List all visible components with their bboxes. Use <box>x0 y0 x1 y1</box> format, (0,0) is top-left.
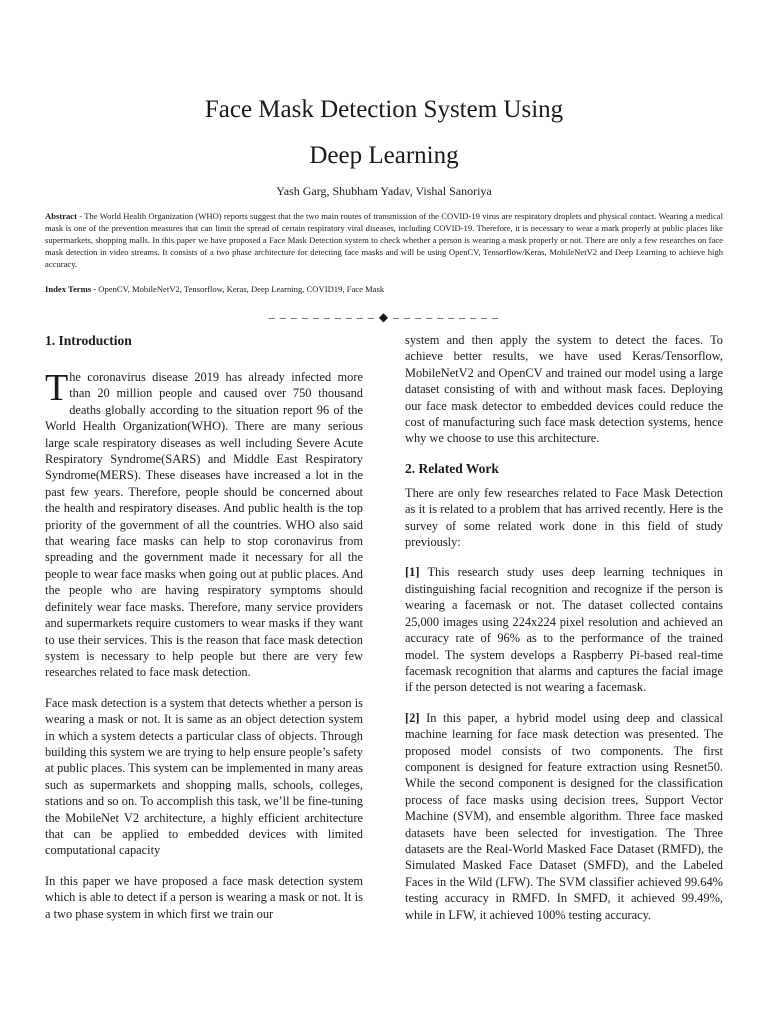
intro-paragraph-1 <box>45 369 363 681</box>
introduction-heading: 1. Introduction <box>45 333 132 348</box>
authors: Yash Garg, Shubham Yadav, Vishal Sanoriya <box>276 184 492 198</box>
paper-title-line2: Deep Learning <box>309 142 459 169</box>
reference-1-summary <box>405 564 723 695</box>
index-terms-label: Index Terms <box>45 284 92 294</box>
related-work-intro: There are only few researches related to Face Mask Detection as it is related to a problem that has arrived recently. Here is the survey of some related work done in this field of study previously: <box>405 485 723 550</box>
right-column <box>405 332 723 937</box>
reference-2-summary <box>405 710 723 923</box>
abstract-label: Abstract <box>45 211 77 221</box>
abstract-text: - The World Health Organization (WHO) reports suggest that the two main routes of transmission of the COVID-19 virus are respiratory droplets and physical contact. Wearing a medical mask is one of the prevention measures that can limit the spread of certain respiratory viral diseases, including COVID-19. Therefore, it is necessary to wear a mark properly at public places like supermarkets, shopping malls. In this paper we have proposed a Face Mask Detection system to check whether a person is wearing a mask properly or not. There are only a few researches on face mask detection in video streams. It consists of a two phase architecture for detecting face masks and will be using OpenCV, Tensorflow/Keras, MobileNetV2 and Deep Learning to achieve high accuracy. <box>45 211 723 269</box>
intro-paragraph-2: Face mask detection is a system that detects whether a person is wearing a mask or not. It is same as an object detection system in which a system detects a particular class of objects. Through building this system we are trying to help ensure people’s safety at public places. This system can be implemented in many areas such as supermarkets and shopping malls, schools, colleges, stations and so on. To accomplish this task, we’ll be fine-tuning the MobileNet V2 architecture, a highly efficient architecture that can be applied to embedded devices with limited computational capacity <box>45 695 363 858</box>
paper-title-line1: Face Mask Detection System Using <box>204 96 564 123</box>
left-column <box>45 333 363 936</box>
related-work-heading: 2. Related Work <box>405 460 499 476</box>
section-divider: ‒ ‒ ‒ ‒ ‒ ‒ ‒ ‒ ‒ ‒ ◆ ‒ ‒ ‒ ‒ ‒ ‒ ‒ ‒ ‒ ‒ <box>268 310 500 324</box>
index-terms-text: - OpenCV, MobileNetV2, Tensorflow, Keras, Deep Learning, COVID19, Face Mask <box>91 284 385 294</box>
reference-2-label: [2] <box>405 710 420 725</box>
abstract <box>45 210 723 270</box>
drop-cap: T <box>45 367 69 409</box>
intro-paragraph-3-continued: system and then apply the system to detect the faces. To achieve better results, we have used Keras/Tensorflow, MobileNetV2 and OpenCV and trained our model using a large dataset consisting of with and without mask faces. Deploying our face mask detector to embedded devices could reduce the cost of manufacturing such face mask detection systems, hence why we choose to use this architecture. <box>405 333 723 446</box>
reference-2-text: In this paper, a hybrid model using deep and classical machine learning for face mask detection was presented. The proposed model consists of two components. The first component is designed for feature extraction using Resnet50. While the second component is designed for the classification process of face masks using decision trees, Support Vector Machine (SVM), and ensemble algorithm. Three face masked datasets have been selected for investigation. The Three datasets are the Real-World Masked Face Dataset (RMFD), the Simulated Masked Face Dataset (SMFD), and the Labeled Faces in the Wild (LFW). The SVM classifier achieved 99.64% testing accuracy in RMFD. In SMFD, it achieved 99.49%, while in LFW, it achieved 100% testing accuracy. <box>405 710 723 922</box>
intro-paragraph-3: In this paper we have proposed a face mask detection system which is able to detect if a person is wearing a mask or not. It is a two phase system in which first we train our <box>45 873 363 921</box>
intro-paragraph-1-text: he coronavirus disease 2019 has already infected more than 20 million people and caused over 750 thousand deaths globally according to the situation report 96 of the World Health Organization(WHO). There are many serious large scale respiratory diseases as well including Severe Acute Respiratory Syndrome(SARS) and Middle East Respiratory Syndrome(MERS). These diseases have increased a lot in the past few years. Therefore, people should be concerned about the health and respiratory diseases. And public health is the top priority of the government of all the countries. WHO also said that wearing face masks can help to stop coronavirus from spreading and the government made it necessary for all the people to wear face masks when going out at public places. And the people who are having respiratory symptoms should definitely wear face masks. Therefore, many service providers and supermarkets require customers to wear masks if they want to use their services. This is the reason that face mask detection system is necessary to help people but there are very few researches related to face mask detection. <box>45 370 363 680</box>
reference-1-text: This research study uses deep learning techniques in distinguishing facial recognition and recognize if the person is wearing a facemask or not. The dataset collected contains 25,000 images using 224x224 pixel resolution and achieved an accuracy rate of 96% as to the performance of the trained model. The system develops a Raspberry Pi-based real-time facemask recognition that alarms and captures the facial image if the person detected is not wearing a facemask. <box>405 565 723 695</box>
index-terms <box>45 283 723 295</box>
reference-1-label: [1] <box>405 565 420 580</box>
